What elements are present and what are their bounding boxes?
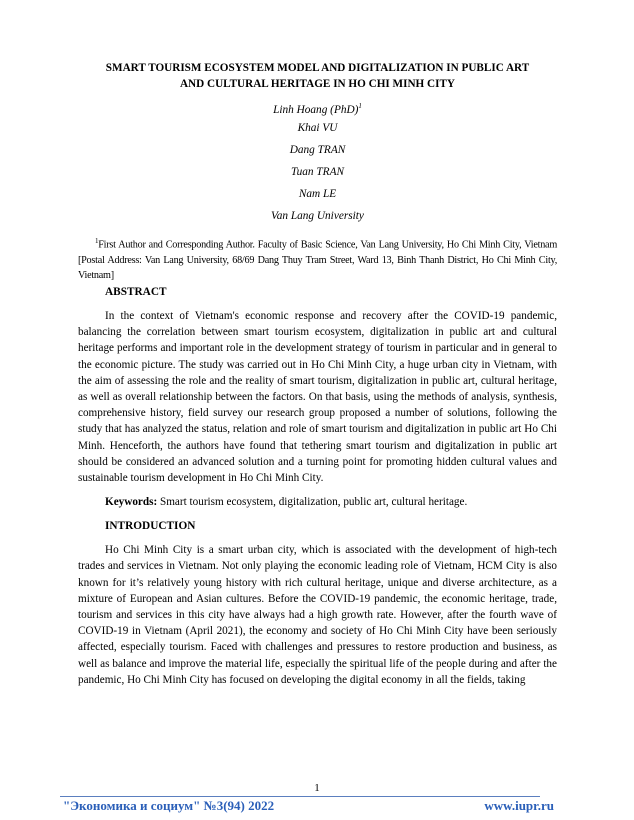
- paper-title: [78, 60, 557, 92]
- keywords: [78, 494, 557, 510]
- author-5: [78, 186, 557, 208]
- paper-page: [78, 60, 557, 688]
- footer-divider: [60, 796, 540, 797]
- title-line-1: SMART TOURISM ECOSYSTEM MODEL AND DIGITALIZATION IN PUBLIC ART: [105, 62, 530, 74]
- page-number: 1: [314, 782, 320, 794]
- affiliation-text: First Author and Corresponding Author. Faculty of Basic Science, Van Lang University, Ho Chi Minh City, Vietnam [Postal Address: Van Lang University, 68/69 Dang Thuy Tram Street, Ward 13, Binh Thanh District, Ho Chi Minh City, Vietnam]: [78, 239, 557, 282]
- abstract-heading: ABSTRACT: [105, 285, 167, 298]
- introduction-text: Ho Chi Minh City is a smart urban city, which is associated with the development of high-tech trades and services in Vietnam. Not only playing the economic leading role of Vietnam, HCM City is also known for it’s relatively young history with rich cultural heritage, unique and diverse architecture, as a mixture of European and Asian cultures. Before the COVID-19 pandemic, the economic heritage, trade, tourism and services in this city have always had a high growth rate. However, after the fourth wave of COVID-19 in Vietnam (April 2021), the economy and society of Ho Chi Minh City have been seriously affected, especially tourism. Faced with challenges and pressures to restore production and business, as well as balance and improve the material life, especially the spiritual life of the people during and after the pandemic, Ho Chi Minh City has focused on developing the digital economy in all the fields, taking: [78, 544, 557, 686]
- affiliation-sup: 1: [95, 237, 99, 245]
- author-1: [78, 98, 557, 120]
- keywords-text: Smart tourism ecosystem, digitalization, public art, cultural heritage.: [157, 496, 468, 509]
- affiliation-note: [78, 234, 557, 284]
- keywords-label: Keywords:: [105, 496, 158, 509]
- author-name: Linh Hoang (PhD): [273, 103, 359, 116]
- author-name: Nam LE: [298, 188, 337, 200]
- author-name: Tuan TRAN: [290, 166, 345, 178]
- author-3: [78, 142, 557, 164]
- author-name: Dang TRAN: [289, 144, 346, 156]
- abstract-text: In the context of Vietnam's economic response and recovery after the COVID-19 pandemic, balancing the correlation between smart tourism ecosystem, digitalization in public art and cultural heritage performs and important role in the development strategy of tourism in particular and in general to the economic picture. The study was carried out in Ho Chi Minh City, a huge urban city in Vietnam, with the aim of assessing the role and the reality of smart tourism, digitalization in public art, cultural heritage, as well as overall relationship between the factors. On that basis, using the methods of analysis, synthesis, comprehensive history, field survey our research group proposed a number of solutions, following the study that has analyzed the status, relation and role of smart tourism and digitalization in public art Ho Chi Minh. Henceforth, the authors have found that tethering smart tourism and digitalization in public art should be considered an advanced solution and a turning point for promoting hidden cultural values and sustainable tourism development in Ho Chi Minh City.: [78, 309, 557, 484]
- introduction-heading: INTRODUCTION: [105, 520, 196, 533]
- journal-website: www.iupr.ru: [484, 798, 554, 813]
- title-line-2: AND CULTURAL HERITAGE IN HO CHI MINH CITY: [179, 78, 456, 90]
- journal-name: "Экономика и социум" №3(94) 2022: [63, 798, 275, 813]
- author-2: [78, 120, 557, 142]
- author-name: Khai VU: [297, 122, 338, 134]
- author-sup: 1: [358, 102, 362, 110]
- institution: [78, 208, 557, 230]
- institution-name: Van Lang University: [271, 210, 364, 222]
- author-4: [78, 164, 557, 186]
